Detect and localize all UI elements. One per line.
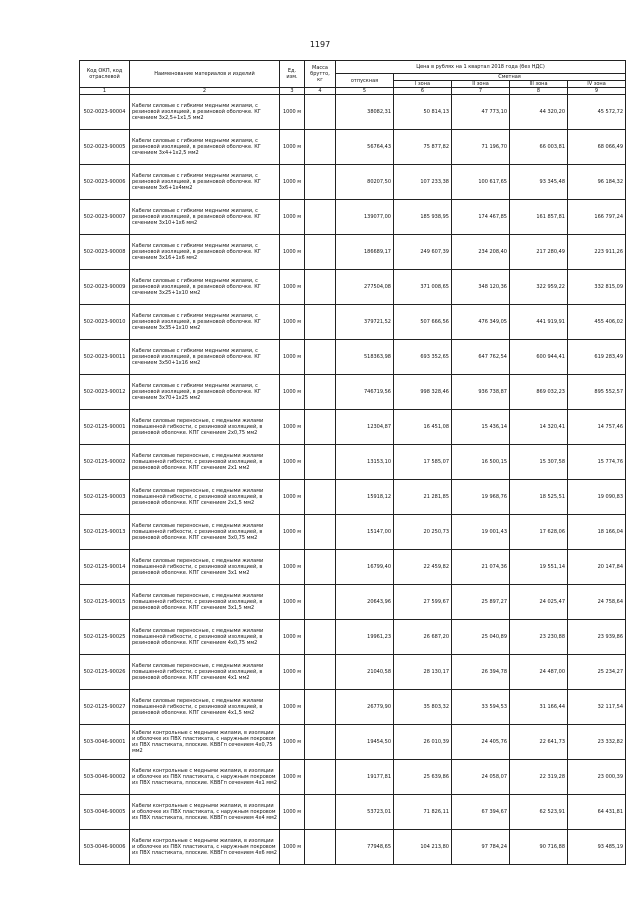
header-price-group: Цена в рублях на 1 квартал 2018 года (без НДС): [336, 61, 626, 74]
cell-unit: 1000 м: [280, 270, 305, 305]
cell-zone1-price: 22 459,82: [394, 550, 452, 585]
cell-release-price: 518363,98: [336, 340, 394, 375]
cell-name: Кабели силовые с гибкими медными жилами, с резиновой изоляцией, в резиновой оболочке. КГ сечением 3х6+1х4мм2: [130, 165, 280, 200]
cell-unit: 1000 м: [280, 690, 305, 725]
cell-zone4-price: 166 797,24: [568, 200, 626, 235]
cell-zone3-price: 24 025,47: [510, 585, 568, 620]
table-row: [80, 550, 626, 585]
cell-code: 502-0023-90007: [80, 200, 130, 235]
cell-zone2-price: 16 500,15: [452, 445, 510, 480]
cell-code: 502-0125-90027: [80, 690, 130, 725]
cell-mass: [305, 340, 336, 375]
cell-zone2-price: 24 405,76: [452, 725, 510, 760]
cell-zone3-price: 161 857,81: [510, 200, 568, 235]
header-unit: Ед. изм.: [280, 61, 305, 88]
cell-zone2-price: 25 897,27: [452, 585, 510, 620]
cell-unit: 1000 м: [280, 340, 305, 375]
cell-mass: [305, 515, 336, 550]
cell-zone3-price: 600 944,41: [510, 340, 568, 375]
cell-zone3-price: 44 320,20: [510, 95, 568, 130]
cell-zone1-price: 75 877,82: [394, 130, 452, 165]
cell-release-price: 53723,01: [336, 795, 394, 830]
cell-mass: [305, 130, 336, 165]
cell-zone4-price: 24 758,64: [568, 585, 626, 620]
cell-code: 502-0125-90025: [80, 620, 130, 655]
cell-unit: 1000 м: [280, 235, 305, 270]
cell-name: Кабели силовые переносные, с медными жилами повышенной гибкости, с резиновой изоляцией, в резиновой оболочке. КПГ сечением 4х0,75 мм2: [130, 620, 280, 655]
cell-unit: 1000 м: [280, 655, 305, 690]
table-row: [80, 795, 626, 830]
cell-mass: [305, 725, 336, 760]
column-number: 1: [80, 88, 130, 95]
cell-code: 502-0023-90005: [80, 130, 130, 165]
cell-name: Кабели силовые с гибкими медными жилами, с резиновой изоляцией, в резиновой оболочке. КГ сечением 3х25+1х10 мм2: [130, 270, 280, 305]
cell-mass: [305, 620, 336, 655]
table-row: [80, 270, 626, 305]
cell-zone1-price: 693 352,65: [394, 340, 452, 375]
table-row: [80, 830, 626, 865]
cell-zone4-price: 14 757,46: [568, 410, 626, 445]
cell-code: 502-0023-90010: [80, 305, 130, 340]
table-row: [80, 690, 626, 725]
header-zone-1: I зона: [394, 81, 452, 88]
cell-release-price: 80207,50: [336, 165, 394, 200]
table-row: [80, 445, 626, 480]
cell-unit: 1000 м: [280, 515, 305, 550]
cell-release-price: 186689,17: [336, 235, 394, 270]
cell-mass: [305, 165, 336, 200]
cell-mass: [305, 585, 336, 620]
cell-zone3-price: 17 628,06: [510, 515, 568, 550]
cell-name: Кабели силовые с гибкими медными жилами, с резиновой изоляцией, в резиновой оболочке. КГ сечением 3х16+1х6 мм2: [130, 235, 280, 270]
cell-unit: 1000 м: [280, 830, 305, 865]
cell-zone2-price: 174 467,85: [452, 200, 510, 235]
cell-mass: [305, 480, 336, 515]
cell-mass: [305, 445, 336, 480]
header-estimate: Сметная: [394, 74, 626, 81]
header-release: отпускная: [336, 74, 394, 88]
cell-mass: [305, 830, 336, 865]
cell-code: 502-0023-90009: [80, 270, 130, 305]
cell-zone2-price: 19 001,43: [452, 515, 510, 550]
table-row: [80, 515, 626, 550]
cell-zone3-price: 18 525,51: [510, 480, 568, 515]
cell-mass: [305, 760, 336, 795]
column-number: 4: [305, 88, 336, 95]
cell-code: 502-0125-90001: [80, 410, 130, 445]
cell-unit: 1000 м: [280, 95, 305, 130]
cell-zone2-price: 71 196,70: [452, 130, 510, 165]
cell-zone1-price: 16 451,08: [394, 410, 452, 445]
cell-zone3-price: 23 230,88: [510, 620, 568, 655]
cell-zone1-price: 107 233,38: [394, 165, 452, 200]
cell-zone3-price: 22 319,28: [510, 760, 568, 795]
cell-code: 502-0023-90008: [80, 235, 130, 270]
cell-zone4-price: 23 332,82: [568, 725, 626, 760]
table-row: [80, 165, 626, 200]
cell-unit: 1000 м: [280, 130, 305, 165]
column-number: 6: [394, 88, 452, 95]
cell-release-price: 12304,87: [336, 410, 394, 445]
cell-name: Кабели силовые переносные, с медными жилами повышенной гибкости, с резиновой изоляцией, в резиновой оболочке. КПГ сечением 4х1,5 мм2: [130, 690, 280, 725]
cell-zone3-price: 217 280,49: [510, 235, 568, 270]
table-row: [80, 410, 626, 445]
cell-code: 503-0046-90006: [80, 830, 130, 865]
cell-zone4-price: 25 234,27: [568, 655, 626, 690]
cell-zone2-price: 234 208,40: [452, 235, 510, 270]
cell-name: Кабели силовые с гибкими медными жилами, с резиновой изоляцией, в резиновой оболочке. КГ сечением 3х10+1х6 мм2: [130, 200, 280, 235]
cell-unit: 1000 м: [280, 410, 305, 445]
cell-zone2-price: 15 436,14: [452, 410, 510, 445]
column-number: 7: [452, 88, 510, 95]
cell-code: 502-0125-90003: [80, 480, 130, 515]
cell-zone3-price: 24 487,00: [510, 655, 568, 690]
cell-unit: 1000 м: [280, 620, 305, 655]
cell-zone3-price: 90 716,88: [510, 830, 568, 865]
cell-zone1-price: 26 687,20: [394, 620, 452, 655]
cell-zone4-price: 64 431,81: [568, 795, 626, 830]
cell-unit: 1000 м: [280, 200, 305, 235]
column-number: 2: [130, 88, 280, 95]
cell-zone4-price: 619 283,49: [568, 340, 626, 375]
cell-code: 503-0046-90001: [80, 725, 130, 760]
cell-zone2-price: 67 394,67: [452, 795, 510, 830]
cell-zone4-price: 455 406,02: [568, 305, 626, 340]
cell-zone4-price: 23 939,86: [568, 620, 626, 655]
cell-zone1-price: 185 938,95: [394, 200, 452, 235]
cell-mass: [305, 690, 336, 725]
cell-zone1-price: 104 213,80: [394, 830, 452, 865]
cell-name: Кабели силовые с гибкими медными жилами, с резиновой изоляцией, в резиновой оболочке. КГ сечением 3х4+1х2,5 мм2: [130, 130, 280, 165]
cell-zone1-price: 25 639,86: [394, 760, 452, 795]
cell-release-price: 139077,00: [336, 200, 394, 235]
cell-mass: [305, 200, 336, 235]
cell-zone2-price: 25 040,89: [452, 620, 510, 655]
cell-release-price: 379721,52: [336, 305, 394, 340]
cell-code: 502-0125-90002: [80, 445, 130, 480]
cell-code: 502-0125-90015: [80, 585, 130, 620]
cell-zone1-price: 249 607,39: [394, 235, 452, 270]
cell-zone1-price: 35 803,32: [394, 690, 452, 725]
cell-zone1-price: 50 814,13: [394, 95, 452, 130]
cell-unit: 1000 м: [280, 375, 305, 410]
cell-code: 502-0125-90013: [80, 515, 130, 550]
cell-mass: [305, 375, 336, 410]
cell-name: Кабели контрольные с медными жилами, в изоляции и оболочке из ПВХ пластиката, с наружным покровом из ПВХ пластиката, плоские. КВВГп сечением 4х4 мм2: [130, 795, 280, 830]
table-row: [80, 305, 626, 340]
cell-zone3-price: 62 523,91: [510, 795, 568, 830]
cell-zone1-price: 998 328,46: [394, 375, 452, 410]
cell-zone4-price: 23 000,39: [568, 760, 626, 795]
cell-release-price: 20643,96: [336, 585, 394, 620]
cell-name: Кабели силовые переносные, с медными жилами повышенной гибкости, с резиновой изоляцией, в резиновой оболочке. КПГ сечением 4х1 мм2: [130, 655, 280, 690]
cell-mass: [305, 305, 336, 340]
price-table: [79, 60, 626, 865]
cell-release-price: 277504,08: [336, 270, 394, 305]
cell-name: Кабели контрольные с медными жилами, в изоляции и оболочке из ПВХ пластиката, с наружным покровом из ПВХ пластиката, плоские. КВВГп сечением 4х0,75 мм2: [130, 725, 280, 760]
cell-mass: [305, 550, 336, 585]
cell-zone2-price: 21 074,36: [452, 550, 510, 585]
cell-name: Кабели силовые переносные, с медными жилами повышенной гибкости, с резиновой изоляцией, в резиновой оболочке. КПГ сечением 3х0,75 мм2: [130, 515, 280, 550]
cell-release-price: 19961,23: [336, 620, 394, 655]
cell-zone1-price: 28 130,17: [394, 655, 452, 690]
table-row: [80, 585, 626, 620]
table-row: [80, 200, 626, 235]
cell-zone3-price: 22 641,73: [510, 725, 568, 760]
cell-code: 503-0046-90002: [80, 760, 130, 795]
cell-name: Кабели силовые переносные, с медными жилами повышенной гибкости, с резиновой изоляцией, в резиновой оболочке. КПГ сечением 3х1,5 мм2: [130, 585, 280, 620]
cell-zone4-price: 15 774,76: [568, 445, 626, 480]
cell-zone2-price: 47 773,10: [452, 95, 510, 130]
cell-unit: 1000 м: [280, 760, 305, 795]
cell-zone4-price: 19 090,83: [568, 480, 626, 515]
cell-name: Кабели силовые с гибкими медными жилами, с резиновой изоляцией, в резиновой оболочке. КГ сечением 3х35+1х10 мм2: [130, 305, 280, 340]
cell-release-price: 19177,81: [336, 760, 394, 795]
cell-release-price: 15918,12: [336, 480, 394, 515]
cell-release-price: 77948,65: [336, 830, 394, 865]
cell-unit: 1000 м: [280, 480, 305, 515]
cell-zone1-price: 26 010,39: [394, 725, 452, 760]
cell-zone2-price: 936 738,87: [452, 375, 510, 410]
cell-zone1-price: 17 585,07: [394, 445, 452, 480]
cell-zone4-price: 96 184,32: [568, 165, 626, 200]
cell-release-price: 15147,00: [336, 515, 394, 550]
cell-zone4-price: 20 147,84: [568, 550, 626, 585]
table-row: [80, 480, 626, 515]
cell-name: Кабели силовые с гибкими медными жилами, с резиновой изоляцией, в резиновой оболочке. КГ сечением 3х2,5+1х1,5 мм2: [130, 95, 280, 130]
cell-unit: 1000 м: [280, 585, 305, 620]
cell-code: 502-0125-90026: [80, 655, 130, 690]
cell-zone1-price: 507 666,56: [394, 305, 452, 340]
column-number: 9: [568, 88, 626, 95]
cell-unit: 1000 м: [280, 165, 305, 200]
cell-zone2-price: 19 968,76: [452, 480, 510, 515]
header-code: Код ОКП, код отраслевой: [80, 61, 130, 88]
cell-unit: 1000 м: [280, 725, 305, 760]
cell-zone4-price: 68 066,49: [568, 130, 626, 165]
cell-code: 502-0023-90004: [80, 95, 130, 130]
cell-zone4-price: 18 166,04: [568, 515, 626, 550]
cell-zone2-price: 33 594,53: [452, 690, 510, 725]
cell-zone2-price: 24 058,07: [452, 760, 510, 795]
header-mass: Масса брутто, кг: [305, 61, 336, 88]
cell-unit: 1000 м: [280, 550, 305, 585]
cell-mass: [305, 410, 336, 445]
cell-zone3-price: 14 320,41: [510, 410, 568, 445]
cell-name: Кабели контрольные с медными жилами, в изоляции и оболочке из ПВХ пластиката, с наружным покровом из ПВХ пластиката, плоские. КВВГп сечением 4х6 мм2: [130, 830, 280, 865]
cell-release-price: 21040,58: [336, 655, 394, 690]
cell-unit: 1000 м: [280, 445, 305, 480]
cell-zone4-price: 93 485,19: [568, 830, 626, 865]
cell-release-price: 38082,31: [336, 95, 394, 130]
table-row: [80, 95, 626, 130]
cell-release-price: 16799,40: [336, 550, 394, 585]
cell-mass: [305, 95, 336, 130]
table-row: [80, 130, 626, 165]
cell-mass: [305, 270, 336, 305]
column-number: 3: [280, 88, 305, 95]
cell-zone2-price: 647 762,54: [452, 340, 510, 375]
cell-zone3-price: 66 003,81: [510, 130, 568, 165]
cell-name: Кабели силовые переносные, с медными жилами повышенной гибкости, с резиновой изоляцией, в резиновой оболочке. КПГ сечением 2х1 мм2: [130, 445, 280, 480]
table-row: [80, 725, 626, 760]
cell-release-price: 746719,56: [336, 375, 394, 410]
cell-zone4-price: 45 572,72: [568, 95, 626, 130]
cell-zone2-price: 100 617,65: [452, 165, 510, 200]
cell-zone1-price: 20 250,73: [394, 515, 452, 550]
cell-name: Кабели силовые с гибкими медными жилами, с резиновой изоляцией, в резиновой оболочке. КГ сечением 3х50+1х16 мм2: [130, 340, 280, 375]
cell-zone3-price: 441 919,91: [510, 305, 568, 340]
cell-zone1-price: 27 599,67: [394, 585, 452, 620]
cell-code: 503-0046-90005: [80, 795, 130, 830]
cell-name: Кабели контрольные с медными жилами, в изоляции и оболочке из ПВХ пластиката, с наружным покровом из ПВХ пластиката, плоские. КВВГп сечением 4х1 мм2: [130, 760, 280, 795]
column-number: 8: [510, 88, 568, 95]
header-zone-4: IV зона: [568, 81, 626, 88]
cell-unit: 1000 м: [280, 795, 305, 830]
cell-zone3-price: 869 032,23: [510, 375, 568, 410]
cell-zone4-price: 32 117,54: [568, 690, 626, 725]
cell-name: Кабели силовые переносные, с медными жилами повышенной гибкости, с резиновой изоляцией, в резиновой оболочке. КПГ сечением 2х0,75 мм2: [130, 410, 280, 445]
cell-release-price: 13153,10: [336, 445, 394, 480]
cell-zone2-price: 476 349,05: [452, 305, 510, 340]
table-row: [80, 760, 626, 795]
cell-zone3-price: 93 345,48: [510, 165, 568, 200]
cell-mass: [305, 235, 336, 270]
cell-code: 502-0023-90011: [80, 340, 130, 375]
cell-zone2-price: 26 394,78: [452, 655, 510, 690]
table-row: [80, 235, 626, 270]
page-number: 1197: [309, 40, 331, 49]
cell-zone4-price: 223 911,26: [568, 235, 626, 270]
column-number: 5: [336, 88, 394, 95]
table-row: [80, 620, 626, 655]
cell-name: Кабели силовые переносные, с медными жилами повышенной гибкости, с резиновой изоляцией, в резиновой оболочке. КПГ сечением 2х1,5 мм2: [130, 480, 280, 515]
header-name: Наименование материалов и изделий: [130, 61, 280, 88]
cell-release-price: 26779,90: [336, 690, 394, 725]
cell-code: 502-0023-90006: [80, 165, 130, 200]
cell-zone4-price: 895 552,57: [568, 375, 626, 410]
cell-zone3-price: 31 166,44: [510, 690, 568, 725]
table-row: [80, 655, 626, 690]
cell-name: Кабели силовые с гибкими медными жилами, с резиновой изоляцией, в резиновой оболочке. КГ сечением 3х70+1х25 мм2: [130, 375, 280, 410]
cell-zone4-price: 332 815,09: [568, 270, 626, 305]
cell-zone1-price: 21 281,85: [394, 480, 452, 515]
cell-mass: [305, 795, 336, 830]
cell-zone2-price: 348 120,36: [452, 270, 510, 305]
cell-zone3-price: 19 551,14: [510, 550, 568, 585]
table-row: [80, 340, 626, 375]
cell-zone2-price: 97 784,24: [452, 830, 510, 865]
cell-mass: [305, 655, 336, 690]
cell-name: Кабели силовые переносные, с медными жилами повышенной гибкости, с резиновой изоляцией, в резиновой оболочке. КПГ сечением 3х1 мм2: [130, 550, 280, 585]
cell-zone1-price: 371 008,65: [394, 270, 452, 305]
cell-code: 502-0023-90012: [80, 375, 130, 410]
cell-release-price: 56764,43: [336, 130, 394, 165]
header-zone-3: III зона: [510, 81, 568, 88]
cell-release-price: 19454,50: [336, 725, 394, 760]
cell-zone1-price: 71 826,11: [394, 795, 452, 830]
cell-zone3-price: 15 307,58: [510, 445, 568, 480]
cell-unit: 1000 м: [280, 305, 305, 340]
cell-zone3-price: 322 959,22: [510, 270, 568, 305]
header-zone-2: II зона: [452, 81, 510, 88]
table-row: [80, 375, 626, 410]
cell-code: 502-0125-90014: [80, 550, 130, 585]
